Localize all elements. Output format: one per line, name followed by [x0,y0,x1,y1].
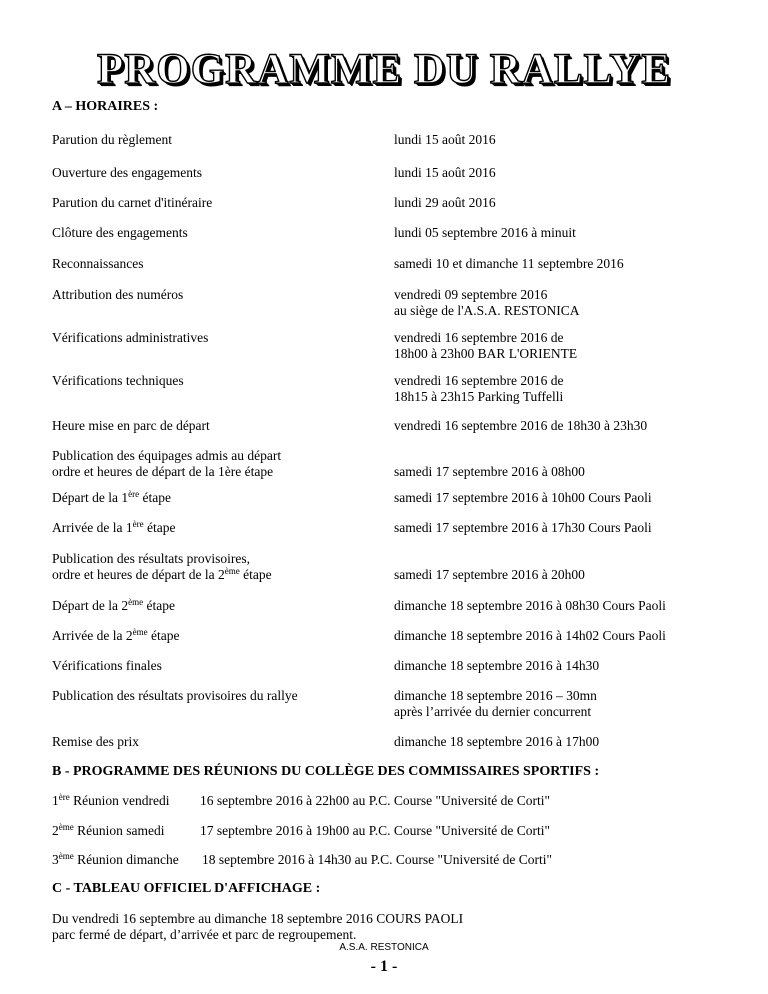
schedule-value: vendredi 16 septembre 2016 de 18h15 à 23h15 Parking Tuffelli [394,373,564,404]
meeting-row: 2ème Réunion samedi 17 septembre 2016 à 19h00 au P.C. Course "Université de Corti" [52,822,550,838]
schedule-label: Départ de la 2ème étape [52,597,175,613]
footer-organization: A.S.A. RESTONICA [339,942,429,953]
schedule-label: Arrivée de la 1ère étape [52,519,176,535]
schedule-value: dimanche 18 septembre 2016 – 30mn après l’arrivée du dernier concurrent [394,688,597,719]
schedule-label: Remise des prix [52,734,139,749]
schedule-value: dimanche 18 septembre 2016 à 17h00 [394,734,600,749]
schedule-value: vendredi 16 septembre 2016 de 18h00 à 23h00 BAR L'ORIENTE [394,330,578,361]
page-number: - 1 - [370,958,398,975]
schedule-value: vendredi 16 septembre 2016 de 18h30 à 23h30 [394,418,648,433]
schedule-value: lundi 15 août 2016 [394,132,496,147]
schedule-label: Publication des équipages admis au départ ordre et heures de départ de la 1ère étape [52,448,282,479]
schedule-label: Publication des résultats provisoires du rallye [52,688,298,703]
schedule-label: Parution du règlement [52,132,172,147]
schedule-label: Reconnaissances [52,256,144,271]
schedule-label: Départ de la 1ère étape [52,489,171,505]
schedule-label: Arrivée de la 2ème étape [52,627,180,643]
schedule-label: Parution du carnet d'itinéraire [52,195,213,210]
meeting-row: 3ème Réunion dimanche 18 septembre 2016 à 14h30 au P.C. Course "Université de Corti" [52,851,552,867]
schedule-label: Vérifications administratives [52,330,209,345]
notice-board-text: Du vendredi 16 septembre au dimanche 18 septembre 2016 COURS PAOLI parc fermé de départ, d’arrivée et parc de regroupement. [52,911,464,942]
section-a-heading: A – HORAIRES : [52,99,159,114]
section-c-heading: C - TABLEAU OFFICIEL D'AFFICHAGE : [52,881,321,896]
schedule-value: dimanche 18 septembre 2016 à 14h30 [394,658,600,673]
schedule-label: Attribution des numéros [52,287,184,302]
schedule-label: Heure mise en parc de départ [52,418,210,433]
schedule-value: samedi 17 septembre 2016 à 10h00 Cours Paoli [394,490,652,505]
schedule-value: samedi 10 et dimanche 11 septembre 2016 [394,256,624,271]
schedule-label: Ouverture des engagements [52,165,202,180]
schedule-label: Publication des résultats provisoires, ordre et heures de départ de la 2ème étape [52,551,272,582]
schedule-value: samedi 17 septembre 2016 à 17h30 Cours Paoli [394,520,652,535]
schedule-value: vendredi 09 septembre 2016 au siège de l'A.S.A. RESTONICA [394,287,580,318]
schedule-value: lundi 29 août 2016 [394,195,496,210]
schedule-label: Clôture des engagements [52,225,188,240]
schedule-value: samedi 17 septembre 2016 à 08h00 [394,464,585,479]
meeting-text: 18 septembre 2016 à 14h30 au P.C. Course "Université de Corti" [202,852,552,867]
meeting-text: 17 septembre 2016 à 19h00 au P.C. Course "Université de Corti" [200,823,550,838]
schedule-value: dimanche 18 septembre 2016 à 08h30 Cours Paoli [394,598,666,613]
schedule-label: Vérifications techniques [52,373,184,388]
schedule-value: dimanche 18 septembre 2016 à 14h02 Cours Paoli [394,628,666,643]
meeting-text: 16 septembre 2016 à 22h00 au P.C. Course "Université de Corti" [200,793,550,808]
section-b-heading: B - PROGRAMME DES RÉUNIONS DU COLLÈGE DES COMMISSAIRES SPORTIFS : [52,764,600,779]
schedule-value: lundi 05 septembre 2016 à minuit [394,225,576,240]
page-title: PROGRAMME DU RALLYE [96,46,672,93]
schedule-value: samedi 17 septembre 2016 à 20h00 [394,567,585,582]
schedule-label: Vérifications finales [52,658,162,673]
schedule-value: lundi 15 août 2016 [394,165,496,180]
meeting-row: 1ère Réunion vendredi 16 septembre 2016 à 22h00 au P.C. Course "Université de Corti" [52,792,550,808]
